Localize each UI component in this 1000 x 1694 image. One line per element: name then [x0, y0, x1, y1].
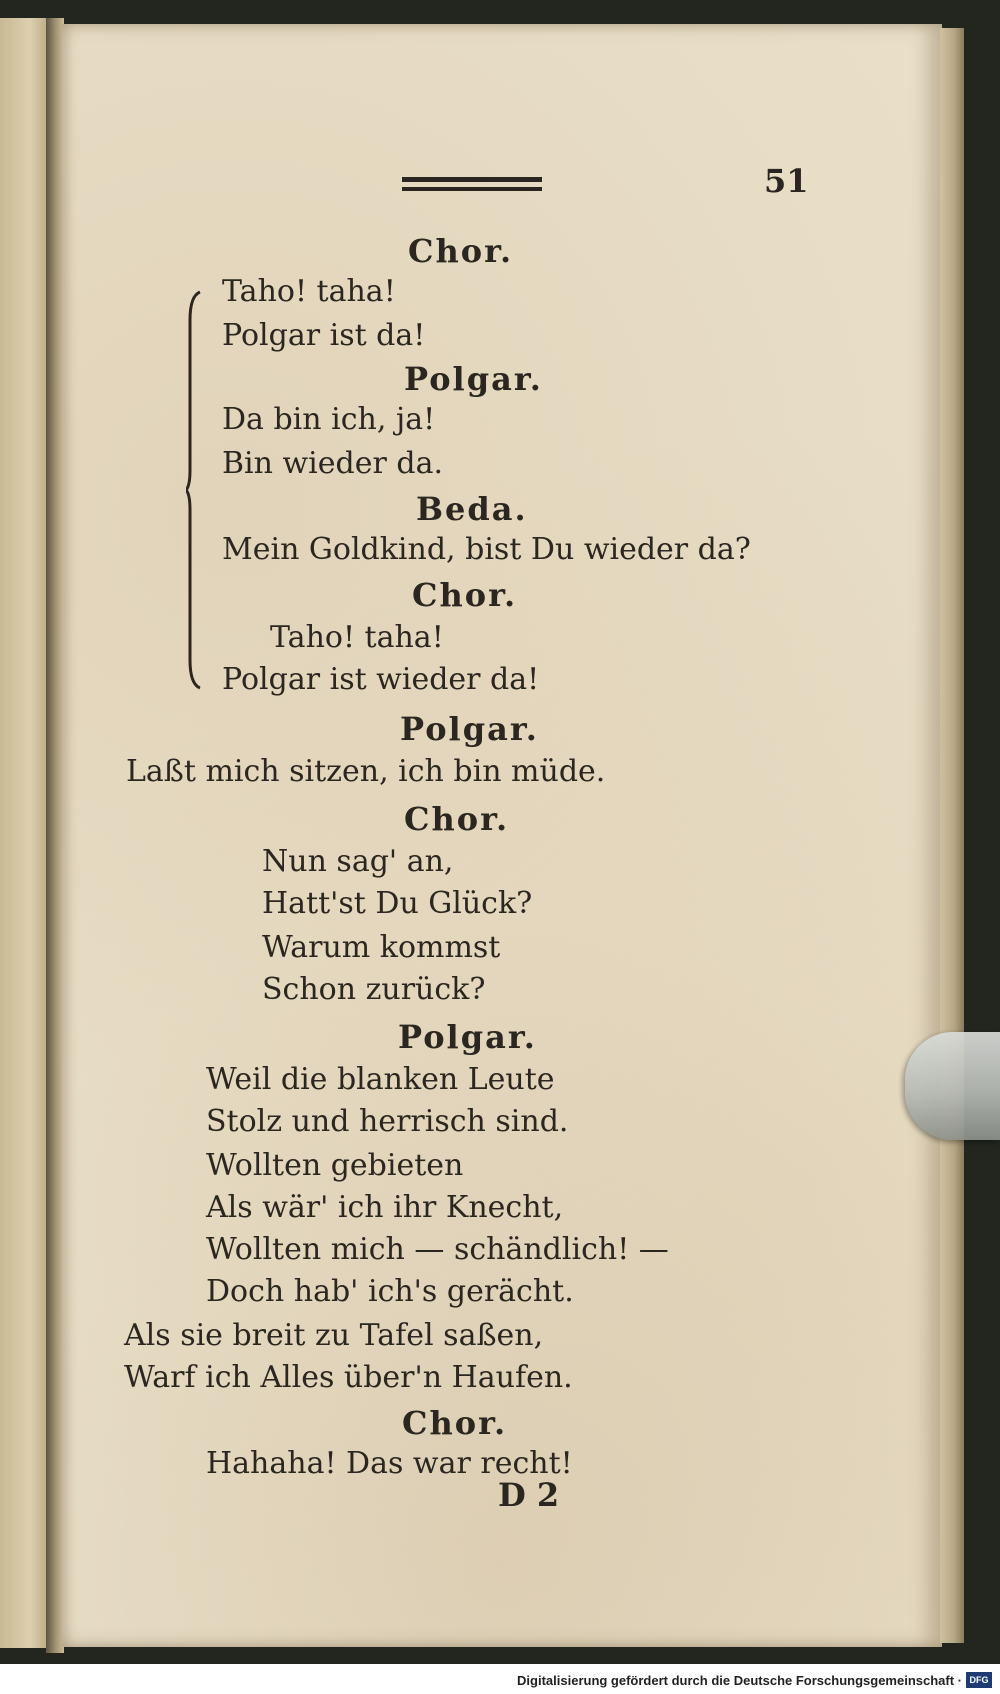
header-rule-thin	[402, 187, 542, 191]
page-holder-clip	[905, 1032, 1000, 1140]
speaker-heading: Beda.	[416, 490, 528, 528]
speaker-heading: Polgar.	[404, 360, 543, 398]
verse-line: Doch hab' ich's gerächt.	[206, 1274, 574, 1309]
verse-line: Warum kommst	[262, 930, 501, 965]
verse-line: Stolz und herrisch sind.	[206, 1104, 569, 1139]
verse-line: Hatt'st Du Glück?	[262, 886, 533, 921]
speaker-heading: Chor.	[402, 1404, 508, 1442]
speaker-heading: Chor.	[404, 800, 510, 838]
verse-line: Mein Goldkind, bist Du wieder da?	[222, 532, 751, 567]
verse-line: Schon zurück?	[262, 972, 486, 1007]
verse-line: Warf ich Alles über'n Haufen.	[124, 1360, 573, 1395]
verse-line: Polgar ist da!	[222, 318, 426, 353]
verse-line: Als wär' ich ihr Knecht,	[206, 1190, 564, 1225]
facing-page-edge	[0, 18, 50, 1648]
verse-line: Polgar ist wieder da!	[222, 662, 540, 697]
verse-line: Nun sag' an,	[262, 844, 454, 879]
verse-line: Da bin ich, ja!	[222, 402, 436, 437]
verse-line: Taho! taha!	[222, 274, 396, 309]
page-number: 51	[764, 162, 809, 200]
verse-line: Bin wieder da.	[222, 446, 443, 481]
footer-bar	[0, 1664, 1000, 1694]
speaker-heading: Polgar.	[400, 710, 539, 748]
header-rule-thick	[402, 177, 542, 182]
speaker-heading: Polgar.	[398, 1018, 537, 1056]
verse-line: Hahaha! Das war recht!	[206, 1446, 573, 1481]
verse-line: Laßt mich sitzen, ich bin müde.	[126, 754, 606, 789]
dfg-logo: DFG	[966, 1672, 992, 1688]
speaker-heading: Chor.	[412, 576, 518, 614]
grouping-brace	[186, 290, 202, 690]
verse-line: Wollten gebieten	[206, 1148, 464, 1183]
funding-credit: Digitalisierung gefördert durch die Deutsche Forschungsgemeinschaft ·	[517, 1673, 962, 1688]
verse-line: Taho! taha!	[270, 620, 444, 655]
speaker-heading: Chor.	[408, 232, 514, 270]
verse-line: Als sie breit zu Tafel saßen,	[124, 1318, 544, 1353]
verse-line: Weil die blanken Leute	[206, 1062, 555, 1097]
page-fore-edge	[940, 28, 964, 1643]
signature-mark: D 2	[498, 1476, 560, 1514]
verse-line: Wollten mich — schändlich! —	[206, 1232, 669, 1267]
